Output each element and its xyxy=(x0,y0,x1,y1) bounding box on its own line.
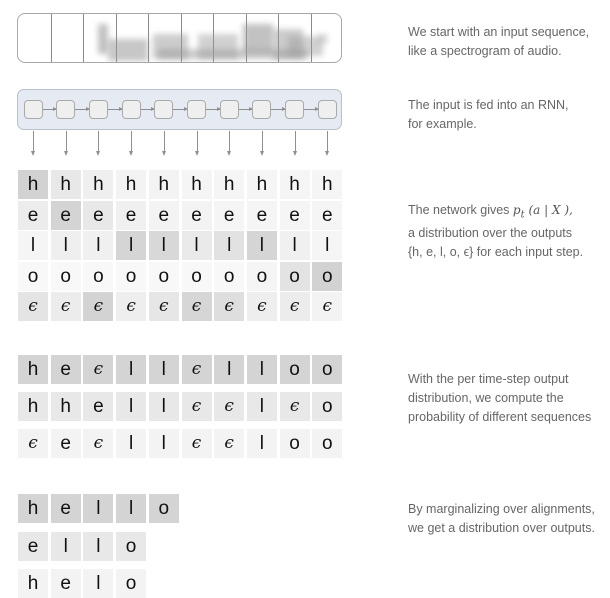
caption-line: By marginalizing over alignments, xyxy=(408,502,595,516)
char-cell: l xyxy=(83,569,113,598)
char-cell: h xyxy=(83,170,113,199)
blank-token-cell: ϵ xyxy=(214,292,244,321)
char-cell: h xyxy=(247,170,277,199)
char-cell: e xyxy=(149,201,179,230)
rnn-cell xyxy=(285,100,304,119)
blank-token-cell: ϵ xyxy=(182,355,212,384)
char-cell: l xyxy=(116,231,146,260)
caption-line: We start with an input sequence, xyxy=(408,25,590,39)
char-cell: l xyxy=(247,355,277,384)
char-cell: o xyxy=(149,494,179,523)
char-cell: o xyxy=(280,262,310,291)
rnn-cell xyxy=(24,100,43,119)
char-cell: o xyxy=(312,392,342,421)
char-cell: l xyxy=(116,355,146,384)
down-arrow-icon xyxy=(262,131,263,153)
char-cell: o xyxy=(116,262,146,291)
char-cell: o xyxy=(280,355,310,384)
rnn-cell xyxy=(122,100,141,119)
char-cell: h xyxy=(280,170,310,199)
math-p: p xyxy=(512,203,521,217)
blank-token-cell: ϵ xyxy=(149,292,179,321)
char-cell: h xyxy=(182,170,212,199)
rnn-arrow xyxy=(108,109,122,110)
blank-token-cell: ϵ xyxy=(214,429,244,458)
rnn-cell xyxy=(56,100,75,119)
rnn-arrow xyxy=(43,109,57,110)
spectrogram-energy xyxy=(318,34,328,44)
char-cell: o xyxy=(280,429,310,458)
blank-token-cell: ϵ xyxy=(18,292,48,321)
caption-line: we get a distribution over outputs. xyxy=(408,521,595,535)
down-arrow-icon xyxy=(66,131,67,153)
blank-token-cell: ϵ xyxy=(83,292,113,321)
char-cell: l xyxy=(247,392,277,421)
blank-token-cell: ϵ xyxy=(83,429,113,458)
char-cell: o xyxy=(83,262,113,291)
char-cell: l xyxy=(247,429,277,458)
char-cell: l xyxy=(83,231,113,260)
char-cell: l xyxy=(247,231,277,260)
caption-line: like a spectrogram of audio. xyxy=(408,44,562,58)
rnn-arrow xyxy=(206,109,220,110)
blank-token-cell: ϵ xyxy=(116,292,146,321)
char-cell: o xyxy=(18,262,48,291)
caption-line: probability of different sequences xyxy=(408,410,592,424)
char-cell: e xyxy=(51,201,81,230)
blank-token-cell: ϵ xyxy=(83,355,113,384)
char-cell: l xyxy=(214,355,244,384)
caption-sequences xyxy=(408,370,591,427)
rnn-cell xyxy=(89,100,108,119)
down-arrow-icon xyxy=(98,131,99,153)
char-cell: l xyxy=(83,494,113,523)
char-cell: e xyxy=(214,201,244,230)
char-cell: h xyxy=(51,170,81,199)
char-cell: o xyxy=(312,429,342,458)
down-arrow-icon xyxy=(295,131,296,153)
caption-line: for example. xyxy=(408,117,477,131)
rnn-block xyxy=(17,89,342,130)
caption-line xyxy=(408,201,583,224)
char-cell: o xyxy=(312,355,342,384)
char-cell: l xyxy=(214,231,244,260)
rnn-cell xyxy=(154,100,173,119)
rnn-cell xyxy=(187,100,206,119)
blank-token-cell: ϵ xyxy=(182,392,212,421)
char-cell: e xyxy=(18,201,48,230)
rnn-arrow xyxy=(173,109,187,110)
char-cell: l xyxy=(116,429,146,458)
char-cell: e xyxy=(51,494,81,523)
char-cell: o xyxy=(214,262,244,291)
down-arrow-icon xyxy=(197,131,198,153)
char-cell: e xyxy=(280,201,310,230)
rnn-cell xyxy=(220,100,239,119)
blank-token-cell: ϵ xyxy=(182,292,212,321)
math-args: (a | X ), xyxy=(524,203,573,217)
caption-marginalize xyxy=(408,500,595,538)
frame-divider xyxy=(148,14,149,62)
math-subscript: t xyxy=(520,209,525,221)
rnn-cell xyxy=(318,100,337,119)
char-cell: h xyxy=(18,569,48,598)
char-cell: e xyxy=(83,201,113,230)
caption-text: The network gives xyxy=(408,203,513,217)
blank-token-cell: ϵ xyxy=(280,292,310,321)
char-cell: e xyxy=(51,355,81,384)
char-cell: e xyxy=(83,392,113,421)
char-cell: l xyxy=(149,355,179,384)
char-cell: l xyxy=(51,231,81,260)
char-cell: o xyxy=(312,262,342,291)
char-cell: h xyxy=(214,170,244,199)
char-cell: h xyxy=(18,355,48,384)
blank-token-cell: ϵ xyxy=(280,392,310,421)
caption-line: The input is fed into an RNN, xyxy=(408,98,569,112)
blank-token-cell: ϵ xyxy=(18,429,48,458)
spectrogram-energy xyxy=(98,24,108,54)
spectrogram-input xyxy=(17,13,342,63)
char-cell: l xyxy=(83,532,113,561)
char-cell: o xyxy=(116,569,146,598)
char-cell: l xyxy=(312,231,342,260)
caption-line: distribution, we compute the xyxy=(408,391,564,405)
frame-divider xyxy=(83,14,84,62)
char-cell: e xyxy=(51,429,81,458)
caption-rnn xyxy=(408,96,569,134)
down-arrow-icon xyxy=(164,131,165,153)
char-cell: h xyxy=(116,170,146,199)
char-cell: h xyxy=(149,170,179,199)
char-cell: o xyxy=(116,532,146,561)
char-cell: o xyxy=(149,262,179,291)
char-cell: e xyxy=(247,201,277,230)
down-arrow-icon xyxy=(33,131,34,153)
char-cell: l xyxy=(116,392,146,421)
blank-token-cell: ϵ xyxy=(247,292,277,321)
rnn-arrow xyxy=(75,109,89,110)
char-cell: e xyxy=(18,532,48,561)
char-cell: e xyxy=(51,569,81,598)
char-cell: l xyxy=(149,429,179,458)
char-cell: l xyxy=(182,231,212,260)
caption-distribution xyxy=(408,201,583,262)
down-arrow-icon xyxy=(229,131,230,153)
caption-line: With the per time-step output xyxy=(408,372,569,386)
caption-line: {h, e, l, o, ϵ} for each input step. xyxy=(408,245,584,260)
blank-token-cell: ϵ xyxy=(312,292,342,321)
rnn-arrow xyxy=(304,109,318,110)
char-cell: l xyxy=(149,392,179,421)
down-arrow-icon xyxy=(327,131,328,153)
char-cell: h xyxy=(18,170,48,199)
frame-divider xyxy=(51,14,52,62)
rnn-arrow xyxy=(271,109,285,110)
char-cell: l xyxy=(18,231,48,260)
down-arrow-icon xyxy=(131,131,132,153)
char-cell: e xyxy=(312,201,342,230)
probability-formula xyxy=(512,203,573,221)
char-cell: o xyxy=(51,262,81,291)
char-cell: h xyxy=(312,170,342,199)
char-cell: l xyxy=(149,231,179,260)
rnn-arrow xyxy=(141,109,155,110)
char-cell: l xyxy=(116,494,146,523)
rnn-cell xyxy=(252,100,271,119)
spectrogram-energy xyxy=(158,49,308,59)
char-cell: e xyxy=(116,201,146,230)
caption-line: a distribution over the outputs xyxy=(408,226,572,241)
char-cell: h xyxy=(18,392,48,421)
blank-token-cell: ϵ xyxy=(214,392,244,421)
char-cell: o xyxy=(182,262,212,291)
char-cell: o xyxy=(247,262,277,291)
caption-input xyxy=(408,23,589,61)
rnn-arrow xyxy=(239,109,253,110)
char-cell: e xyxy=(182,201,212,230)
char-cell: h xyxy=(51,392,81,421)
char-cell: l xyxy=(280,231,310,260)
char-cell: h xyxy=(18,494,48,523)
blank-token-cell: ϵ xyxy=(182,429,212,458)
char-cell: l xyxy=(51,532,81,561)
blank-token-cell: ϵ xyxy=(51,292,81,321)
spectrogram-energy xyxy=(108,39,148,61)
